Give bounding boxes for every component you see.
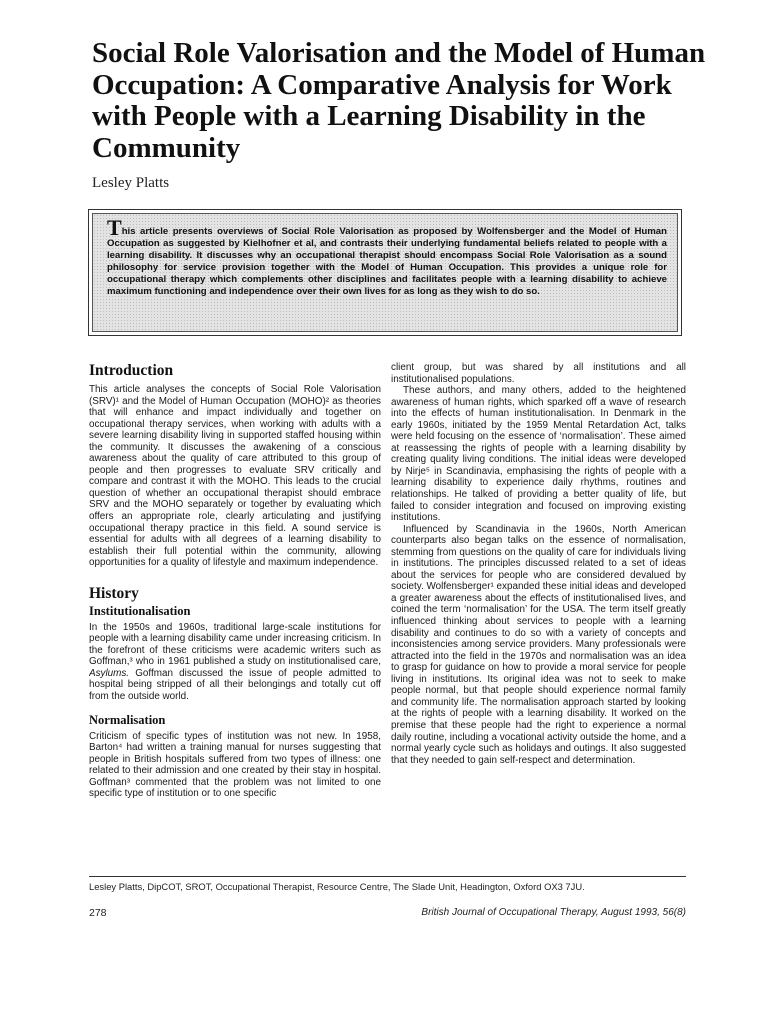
institutionalisation-paragraph (89, 622, 381, 703)
abstract-body: his article presents overviews of Social Role Valorisation as proposed by Wolfensberger and the Model of Human Occupation as suggested by Kielhofner et al, and contrasts their underlying fundamental beliefs related to people with a learning disability. It discusses why an occupational therapist should encompass Social Role Valorisation as a sound philosophy for service provision together with the Model of Human Occupation. This provides a unique role for occupational therapy which complements other disciplines and facilitates people with a learning disability to achieve maximum functioning and independence over their own lives for as long as they wish to do so. (107, 226, 667, 298)
institutionalisation-text: In the 1950s and 1960s, traditional large-scale institutions for people with a learning disability came under increasing criticism. In the forefront of these criticisms were academic writers such as Goffman,³ who in 1961 published a study on institutionalised care, (89, 621, 381, 668)
history-heading: History (89, 584, 139, 602)
author-name: Lesley Platts (92, 175, 170, 191)
article-title: Social Role Valorisation and the Model of Human Occupation: A Comparative Analysis for Work with People with a Learning Disability in the Community (92, 37, 706, 164)
institutionalisation-subheading: Institutionalisation (89, 603, 191, 618)
right-column (391, 362, 686, 866)
asylums-title: Asylums. (89, 667, 130, 679)
left-column (89, 362, 381, 866)
normalisation-paragraph: Criticism of specific types of institution was not new. In 1958, Barton⁴ had written a training manual for nurses suggesting that people in British hospitals suffered from two types of illness: one related to their admission and one created by their stay in hospital. Goffman³ commented that the problem was not limited to one specific type of institution or to one specific (89, 730, 381, 800)
awareness-paragraph: These authors, and many others, added to the heightened awareness of human rights, which sparked off a wave of research into the effects of human institutionalisation. In Denmark in the early 1960s, initiated by the 1959 Mental Retardation Act, talks were held focusing on the essence of ‘normalisation’. These aimed at reassessing the rights of people with a learning disability by creating quality living conditions. The initial ideas were developed by Nirje⁵ in Scandinavia, emphasising the rights of people with a learning disability to experience daily rhythms, routines and relationships. He talked of providing a better quality of life, but failed to consider integration and focused on improving existing institutions. (391, 385, 686, 524)
page-number: 278 (89, 907, 107, 919)
introduction-heading: Introduction (89, 362, 174, 379)
normalisation-subheading: Normalisation (89, 712, 166, 727)
abstract-dropcap: T (107, 215, 122, 240)
abstract-panel (92, 213, 678, 332)
introduction-paragraph: This article analyses the concepts of Social Role Valorisation (SRV)¹ and the Model of Human Occupation (MOHO)² as theories that will enhance and impact individually and together on occupational therapy services, when working with adults with a severe learning disability living in supported staffed housing within the community. It discusses the awakening of a conscious awareness about the quality of care attributed to this group of people and then progresses to evaluate SRV critically and compare and contrast it with the MOHO. This leads to the crucial question of whether an occupational therapist should embrace SRV and the MOHO separately or together by evaluating which offers an appropriate role, clearly articulating and justifying occupational therapy practice in this field. A sound service is essential for adults with all degrees of a learning disability to establish their full potential within the community, allowing opportunities for a quality of lifestyle and maximum independence. (89, 384, 381, 569)
abstract-box (88, 209, 682, 336)
abstract-text (107, 215, 667, 299)
continuation-paragraph: client group, but was shared by all institutions and all institutionalised populations. (391, 362, 686, 385)
journal-citation: British Journal of Occupational Therapy, August 1993, 56(8) (421, 907, 686, 918)
institutionalisation-text-end: Goffman discussed the issue of people admitted to hospital being stripped of all their belongings and totally cut off from the outside world. (89, 667, 381, 703)
author-affiliation: Lesley Platts, DipCOT, SROT, Occupational Therapist, Resource Centre, The Slade Unit, Headington, Oxford OX3 7JU. (89, 881, 585, 892)
north-america-paragraph: Influenced by Scandinavia in the 1960s, North American counterparts also began talks on the essence of normalisation, stemming from questions on the quality of care for individuals living in institutions. The principles discussed related to a set of ideas about the services for people who are considered devalued by society. Wolfensberger¹ expanded these initial ideas and developed a greater awareness about the effects of institutionalised lives, and coined the term ‘normalisation’ for the USA. The term itself greatly influenced thinking about services to people with a learning disability and continues to do so with a variety of concepts and inconsistencies among service providers. Many professionals were attracted into the field in the 1970s and normalisation was an idea to grasp for guidance on how to provide a moral service for people living in institutions. Its original idea was not to seek to make people normal, but that people should experience normal family and community life. The normalisation approach started by looking at the rights of people with a learning disability. It worked on the premise that these people had the right to experience a normal daily routine, including a vocational activity outside the home, and a normal yearly cycle such as holidays and outings. It also suggested that they needed to gain self-respect and determination. (391, 523, 686, 766)
footer-divider (89, 876, 686, 877)
